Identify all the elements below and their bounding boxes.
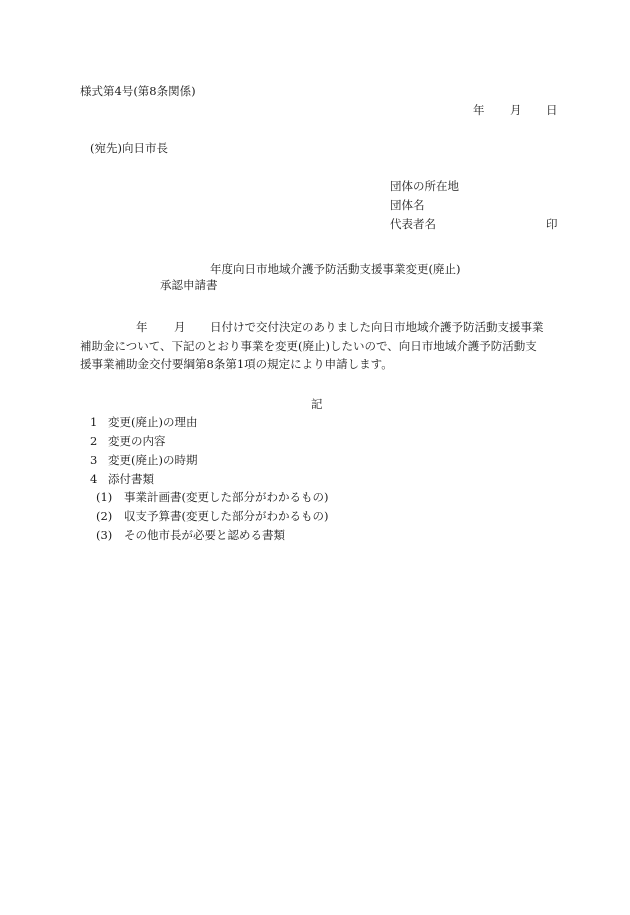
seal-mark: 印 (546, 217, 558, 231)
title-line-1: 年度向日市地域介護予防活動支援事業変更(廃止) (210, 262, 461, 276)
attachment-number: (2) (96, 509, 113, 523)
attachment-label: 収支予算書(変更した部分がわかるもの) (124, 509, 329, 523)
attachment-number: (1) (96, 490, 113, 504)
item-label: 添付書類 (108, 472, 154, 486)
attachment-number: (3) (96, 528, 113, 542)
date-day: 日 (546, 103, 558, 117)
item-label: 変更(廃止)の時期 (108, 453, 198, 467)
item-label: 変更(廃止)の理由 (108, 415, 198, 429)
item-number: 4 (90, 472, 98, 486)
recipient: (宛先)向日市長 (90, 141, 168, 155)
item-number: 3 (90, 453, 98, 467)
attachment-label: 事業計画書(変更した部分がわかるもの) (124, 490, 329, 504)
body-line-3: 援事業補助金交付要綱第8条第1項の規定により申請します。 (80, 357, 393, 371)
form-number: 様式第4号(第8条関係) (80, 84, 196, 98)
item-number: 2 (90, 434, 98, 448)
title-line-2: 承認申請書 (160, 278, 218, 292)
applicant-representative-label: 代表者名 (390, 217, 436, 231)
item-label: 変更の内容 (108, 434, 166, 448)
body-line-2: 補助金について、下記のとおり事業を変更(廃止)したいので、向日市地域介護予防活動支 (80, 339, 537, 353)
item-number: 1 (90, 415, 98, 429)
date-year: 年 (473, 103, 485, 117)
applicant-address-label: 団体の所在地 (390, 179, 459, 193)
attachment-label: その他市長が必要と認める書類 (124, 528, 285, 542)
ki-heading: 記 (311, 397, 323, 411)
date-month: 月 (510, 103, 522, 117)
body-month: 月 (174, 320, 186, 334)
body-line-1: 日付けで交付決定のありました向日市地域介護予防活動支援事業 (210, 320, 544, 334)
body-year: 年 (136, 320, 148, 334)
applicant-name-label: 団体名 (390, 198, 425, 212)
